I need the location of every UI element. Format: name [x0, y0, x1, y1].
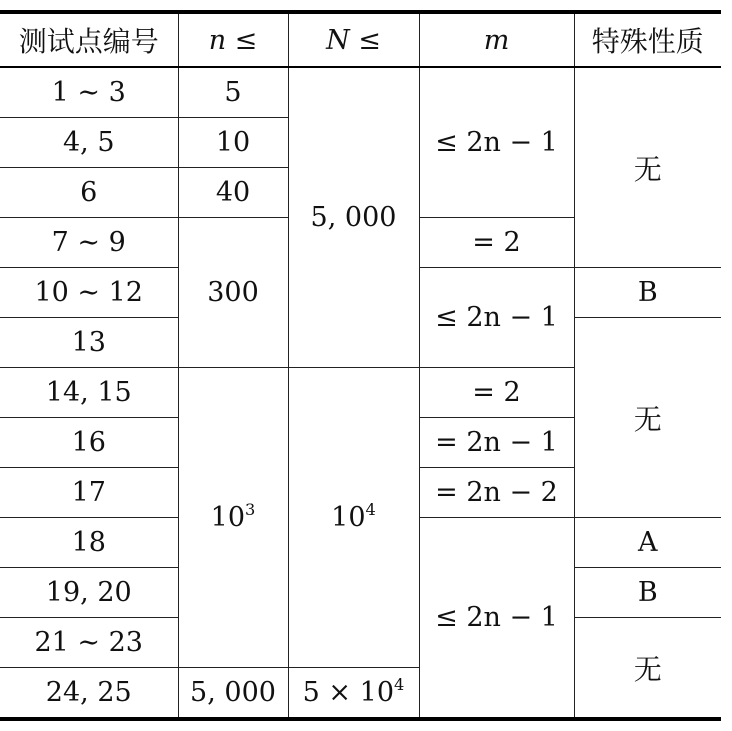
cell-n: 5, 000 — [178, 668, 288, 720]
cell-test-id: 1 ∼ 3 — [0, 67, 178, 118]
cell-m-merged: ≤ 2n − 1 — [419, 518, 574, 720]
cell-test-id: 4, 5 — [0, 118, 178, 168]
cell-m-merged: ≤ 2n − 1 — [419, 67, 574, 218]
cell-N-merged — [288, 368, 419, 668]
cell-n-merged — [178, 368, 288, 668]
cell-test-id: 10 ∼ 12 — [0, 268, 178, 318]
cell-test-id: 24, 25 — [0, 668, 178, 720]
cell-test-id: 19, 20 — [0, 568, 178, 618]
cell-test-id: 6 — [0, 168, 178, 218]
cell-test-id: 18 — [0, 518, 178, 568]
cell-m-merged: ≤ 2n − 1 — [419, 268, 574, 368]
header-property: 特殊性质 — [574, 12, 721, 67]
cell-test-id: 17 — [0, 468, 178, 518]
cell-test-id: 14, 15 — [0, 368, 178, 418]
n-power-exponent: 3 — [245, 500, 256, 519]
cell-N — [288, 668, 419, 720]
cell-test-id: 7 ∼ 9 — [0, 218, 178, 268]
constraints-table — [0, 10, 721, 721]
N-power-mantissa: 5 × 10 — [302, 677, 394, 708]
cell-m: = 2n − 1 — [419, 418, 574, 468]
N-power-exponent: 4 — [365, 500, 376, 519]
cell-n-merged: 300 — [178, 218, 288, 368]
header-test-id: 测试点编号 — [0, 12, 178, 67]
cell-n: 5 — [178, 67, 288, 118]
cell-test-id: 13 — [0, 318, 178, 368]
header-N: N ≤ — [288, 12, 419, 67]
header-m: m — [419, 12, 574, 67]
cell-test-id: 21 ∼ 23 — [0, 618, 178, 668]
cell-property-merged: 无 — [574, 618, 721, 720]
header-row — [0, 12, 721, 67]
cell-m: = 2n − 2 — [419, 468, 574, 518]
cell-m: = 2 — [419, 218, 574, 268]
N-power-exponent: 4 — [394, 675, 405, 694]
cell-n: 10 — [178, 118, 288, 168]
header-n: n ≤ — [178, 12, 288, 67]
cell-property: A — [574, 518, 721, 568]
cell-property-merged: 无 — [574, 318, 721, 518]
cell-N-merged: 5, 000 — [288, 67, 419, 368]
constraints-table-wrapper — [0, 10, 721, 721]
cell-property-merged: 无 — [574, 67, 721, 268]
cell-test-id: 16 — [0, 418, 178, 468]
cell-n: 40 — [178, 168, 288, 218]
cell-property: B — [574, 268, 721, 318]
table-row — [0, 67, 721, 118]
n-power-base: 10 — [210, 502, 246, 533]
N-power-base: 10 — [331, 502, 366, 533]
cell-m: = 2 — [419, 368, 574, 418]
cell-property: B — [574, 568, 721, 618]
